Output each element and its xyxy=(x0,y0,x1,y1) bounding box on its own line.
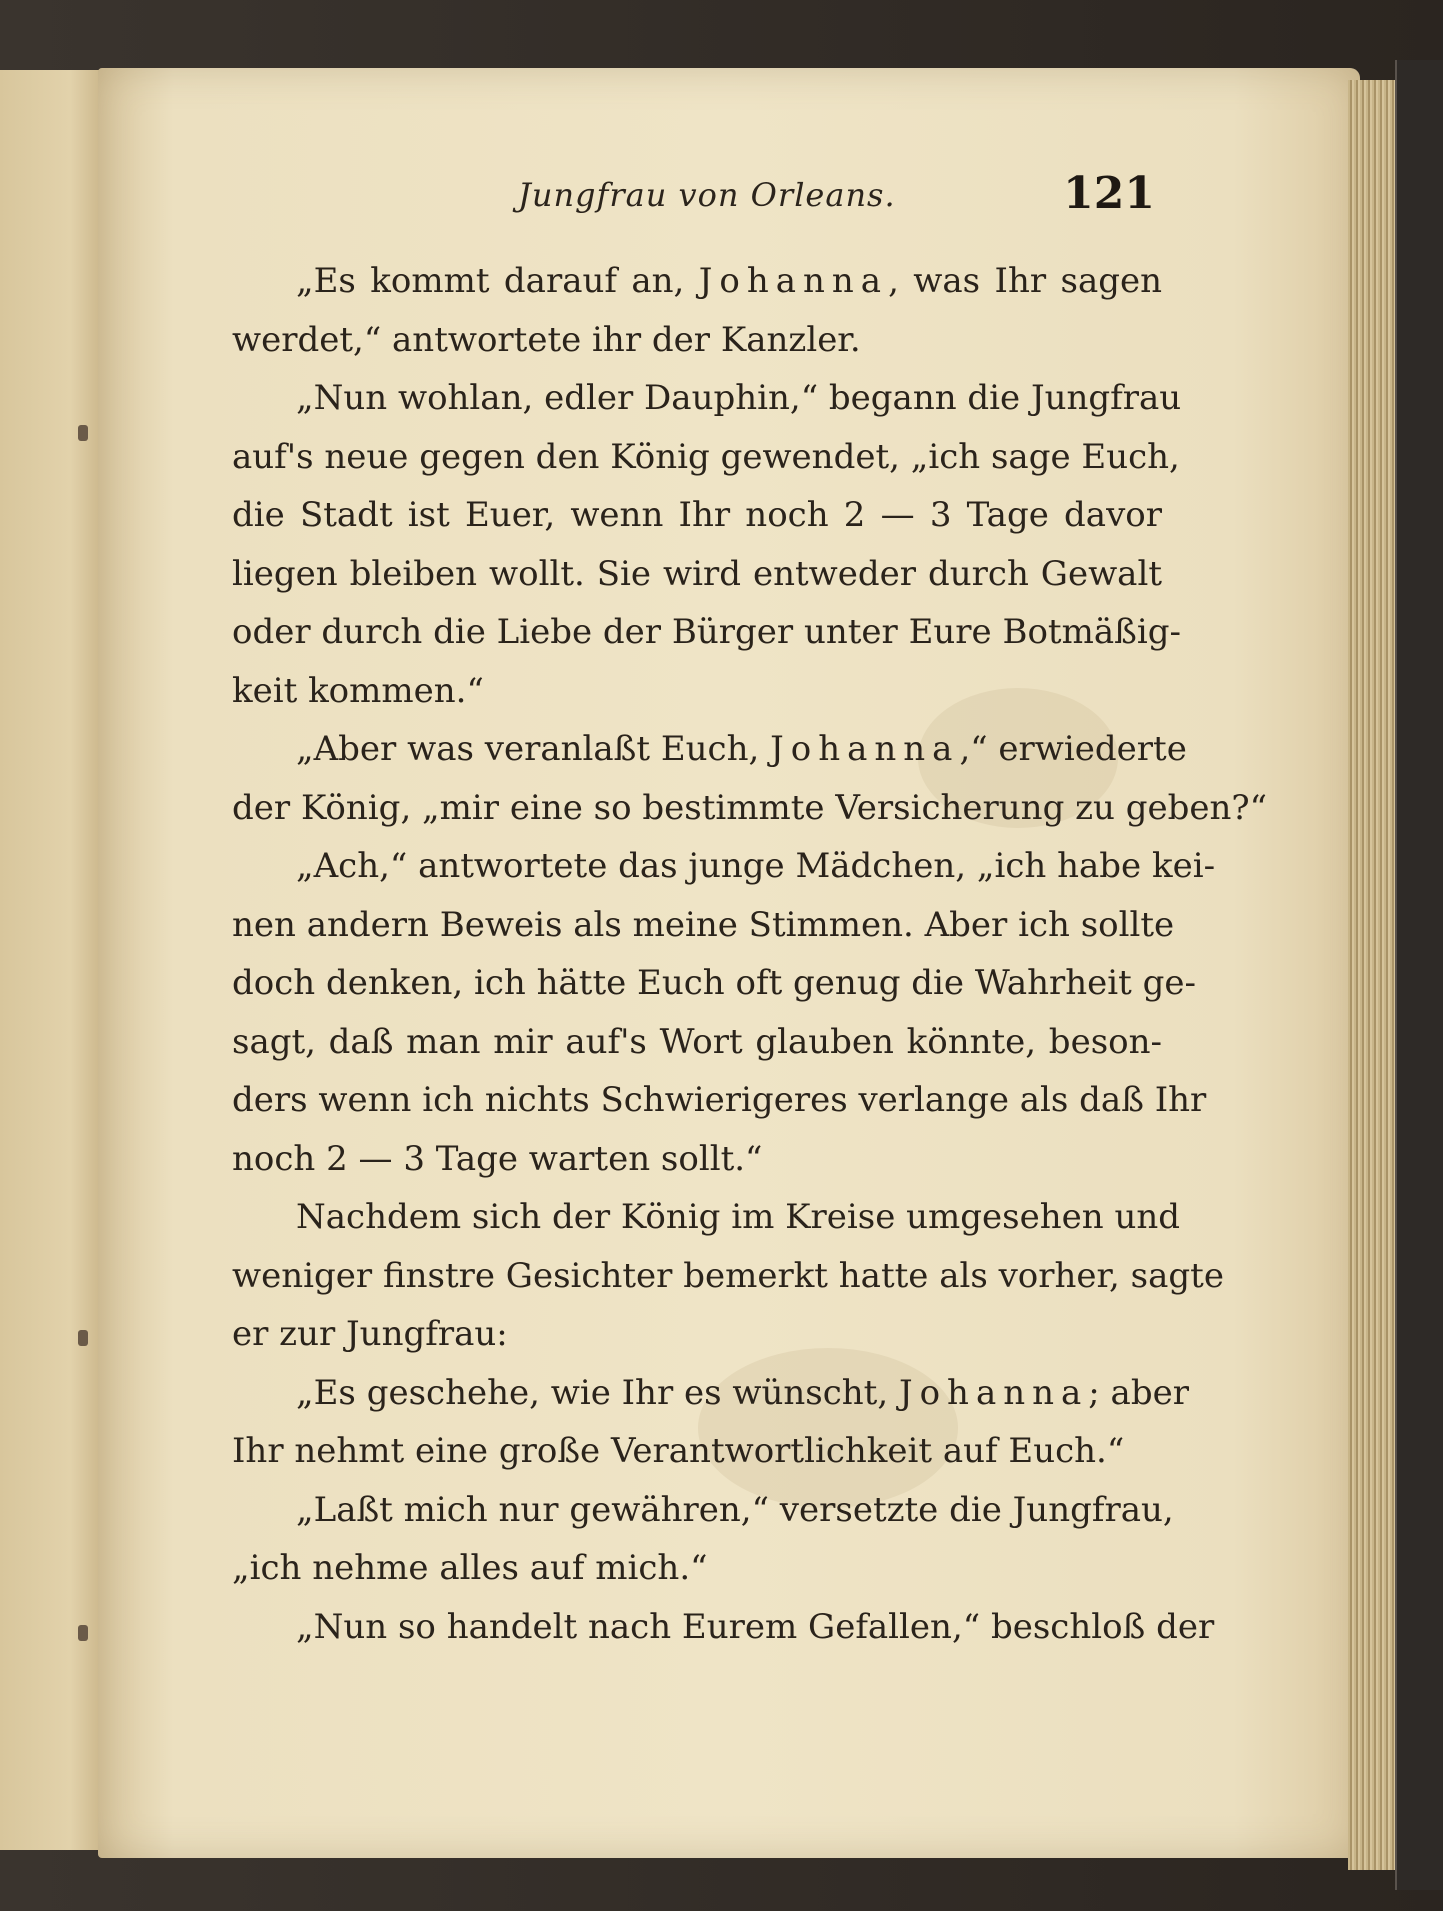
book-cover xyxy=(1395,60,1443,1890)
text-line: weniger finstre Gesichter bemerkt hatte als vorher, sagte xyxy=(232,1255,1224,1296)
body-text xyxy=(232,252,1268,1656)
text-line: „ich nehme alles auf mich.“ xyxy=(232,1548,708,1588)
text-line: oder durch die Liebe der Bürger unter Eure Botmäßig- xyxy=(232,612,1181,652)
text-line: auf's neue gegen den König gewendet, „ich sage Euch, xyxy=(232,436,1180,477)
running-head: Jungfrau von Orleans. xyxy=(518,176,896,214)
text-line: nen andern Beweis als meine Stimmen. Aber ich sollte xyxy=(232,904,1175,945)
text-line: doch denken, ich hätte Euch oft genug die Wahrheit ge- xyxy=(232,963,1197,1003)
binding-thread xyxy=(78,425,88,441)
text-line: ders wenn ich nichts Schwierigeres verlange als daß Ihr xyxy=(232,1080,1207,1120)
text-line: die Stadt ist Euer, wenn Ihr noch 2 — 3 Tage davor xyxy=(232,495,1162,535)
text-line: sagt, daß man mir auf's Wort glauben könnte, beson- xyxy=(232,1021,1162,1062)
name-emphasis: Johanna xyxy=(898,1372,1089,1413)
text-line: „Es geschehe, wie Ihr es wünscht, Johanna; aber xyxy=(296,1372,1189,1413)
text-line: liegen bleiben wollt. Sie wird entweder durch Gewalt xyxy=(232,553,1162,594)
name-emphasis: Johanna xyxy=(698,261,889,301)
text-line: er zur Jungfrau: xyxy=(232,1314,508,1354)
text-line: Nachdem sich der König im Kreise umgesehen und xyxy=(296,1197,1181,1237)
page-header xyxy=(200,168,1155,228)
text-line: „Aber was veranlaßt Euch, Johanna,“ erwiederte xyxy=(296,729,1187,769)
binding-thread xyxy=(78,1625,88,1641)
text-line: „Ach,“ antwortete das junge Mädchen, „ich habe kei- xyxy=(296,846,1216,886)
text-line: „Nun wohlan, edler Dauphin,“ begann die Jungfrau xyxy=(296,378,1182,418)
text-line: noch 2 — 3 Tage warten sollt.“ xyxy=(232,1138,763,1179)
text-line: werdet,“ antwortete ihr der Kanzler. xyxy=(232,319,861,360)
text-line: der König, „mir eine so bestimmte Versicherung zu geben?“ xyxy=(232,787,1268,828)
binding-thread xyxy=(78,1330,88,1346)
text-line: „Es kommt darauf an, Johanna, was Ihr sagen xyxy=(296,261,1163,301)
name-emphasis: Johanna xyxy=(770,729,960,769)
text-line: „Nun so handelt nach Eurem Gefallen,“ beschloß der xyxy=(296,1606,1215,1647)
page-number: 121 xyxy=(1063,168,1155,219)
facing-page-edge xyxy=(0,70,102,1850)
text-line: Ihr nehmt eine große Verantwortlichkeit auf Euch.“ xyxy=(232,1431,1125,1471)
text-line: „Laßt mich nur gewähren,“ versetzte die Jungfrau, xyxy=(296,1489,1174,1530)
text-line: keit kommen.“ xyxy=(232,670,484,711)
